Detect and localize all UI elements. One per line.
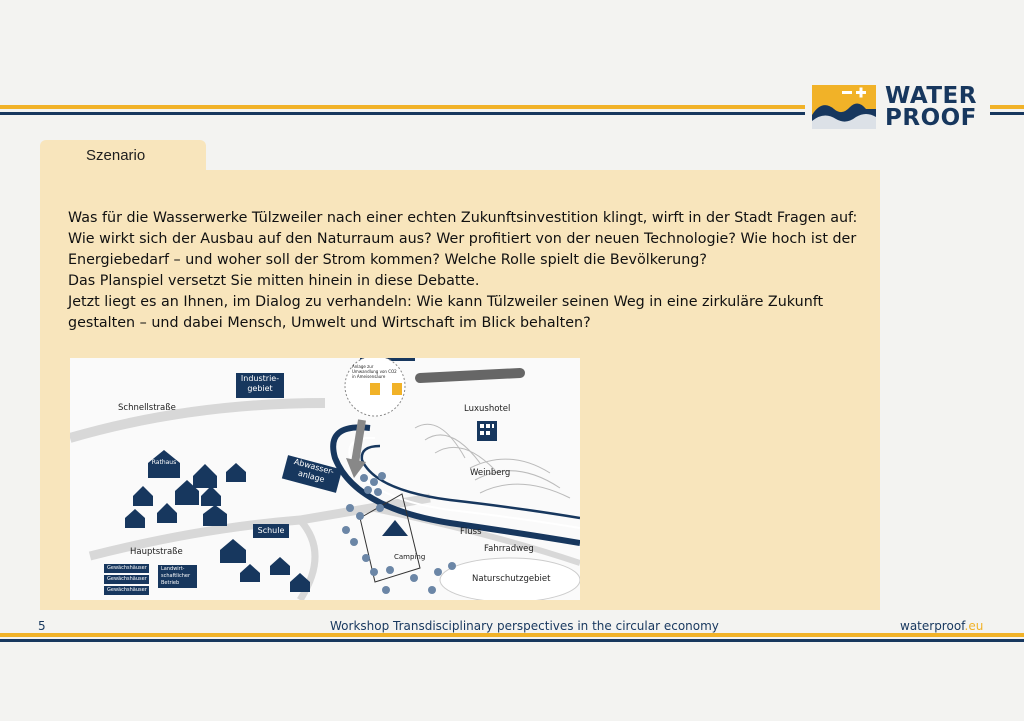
- waterproof-logo: [812, 85, 987, 130]
- header-rule-navy: [0, 112, 805, 115]
- logo-line1: WATER: [885, 83, 977, 109]
- industriegebiet-text: Industrie- gebiet: [240, 374, 280, 393]
- map-label-fluss: Fluss: [460, 527, 482, 537]
- header-rule-navy-right: [990, 112, 1024, 115]
- map-label-rathaus: Rathaus: [151, 459, 177, 466]
- scenario-text: [68, 208, 858, 334]
- text-line: Das Planspiel versetzt Sie mitten hinein in diese Debatte.: [68, 273, 480, 289]
- wave-logo-icon: [812, 85, 876, 129]
- town-map-illustration: [70, 358, 580, 600]
- map-label-hauptstrasse: Hauptstraße: [130, 547, 183, 557]
- footer-url: [900, 619, 983, 633]
- text-line: Wie wirkt sich der Ausbau auf den Naturraum aus? Wer profitiert von der neuen Technologie? Wie hoch ist der: [68, 231, 857, 247]
- map-label-schule: Schule: [253, 524, 289, 538]
- section-tab: [40, 140, 206, 174]
- map-label-fahrradweg: Fahrradweg: [484, 544, 534, 554]
- section-tab-label: Szenario: [86, 147, 146, 164]
- text-line: Was für die Wasserwerke Tülzweiler nach einer echten Zukunftsinvestition klingt, wirft in der Stadt Fragen auf:: [68, 210, 858, 226]
- map-label-gewaechshaus: Gewächshäuser: [104, 564, 149, 573]
- text-line: Jetzt liegt es an Ihnen, im Dialog zu verhandeln: Wie kann Tülzweiler seinen Weg in eine zirkuläre Zukunft: [68, 294, 824, 310]
- logo-wordmark: [885, 85, 977, 129]
- map-label-anlage: Anlage zur Umwandlung von CO2 in Ameisensäure: [352, 364, 397, 379]
- footer-title: Workshop Transdisciplinary perspectives in the circular economy: [330, 619, 719, 633]
- logo-line2: PROOF: [885, 105, 977, 131]
- landwirtschaft-text: Landwirt- schaftlicher Betrieb: [161, 566, 191, 586]
- map-label-schnellstrasse: Schnellstraße: [118, 403, 176, 413]
- map-label-naturschutzgebiet: Naturschutzgebiet: [472, 574, 551, 584]
- map-label-gewaechshaus: Gewächshäuser: [104, 586, 149, 595]
- footer-rule-navy: [0, 639, 1024, 642]
- footer-url-main: waterproof: [900, 619, 965, 633]
- header-rule-gold-right: [990, 105, 1024, 109]
- map-label-camping: Camping: [394, 553, 426, 561]
- page-number: 5: [38, 619, 46, 633]
- map-label-luxushotel: Luxushotel: [464, 404, 511, 414]
- text-line: Energiebedarf – und woher soll der Strom kommen? Welche Rolle spielt die Bevölkerung?: [68, 252, 707, 268]
- header-rule-gold: [0, 105, 805, 109]
- map-label-weinberg: Weinberg: [470, 468, 511, 478]
- footer-rule-gold: [0, 633, 1024, 637]
- text-line: gestalten – und dabei Mensch, Umwelt und Wirtschaft im Blick behalten?: [68, 315, 591, 331]
- footer-url-tld: .eu: [964, 619, 984, 633]
- map-label-landwirtschaft: [158, 565, 197, 588]
- map-label-industriegebiet: [236, 373, 284, 398]
- abwasseranlage-text: Abwasser- anlage: [293, 457, 335, 485]
- map-label-gewaechshaus: Gewächshäuser: [104, 575, 149, 584]
